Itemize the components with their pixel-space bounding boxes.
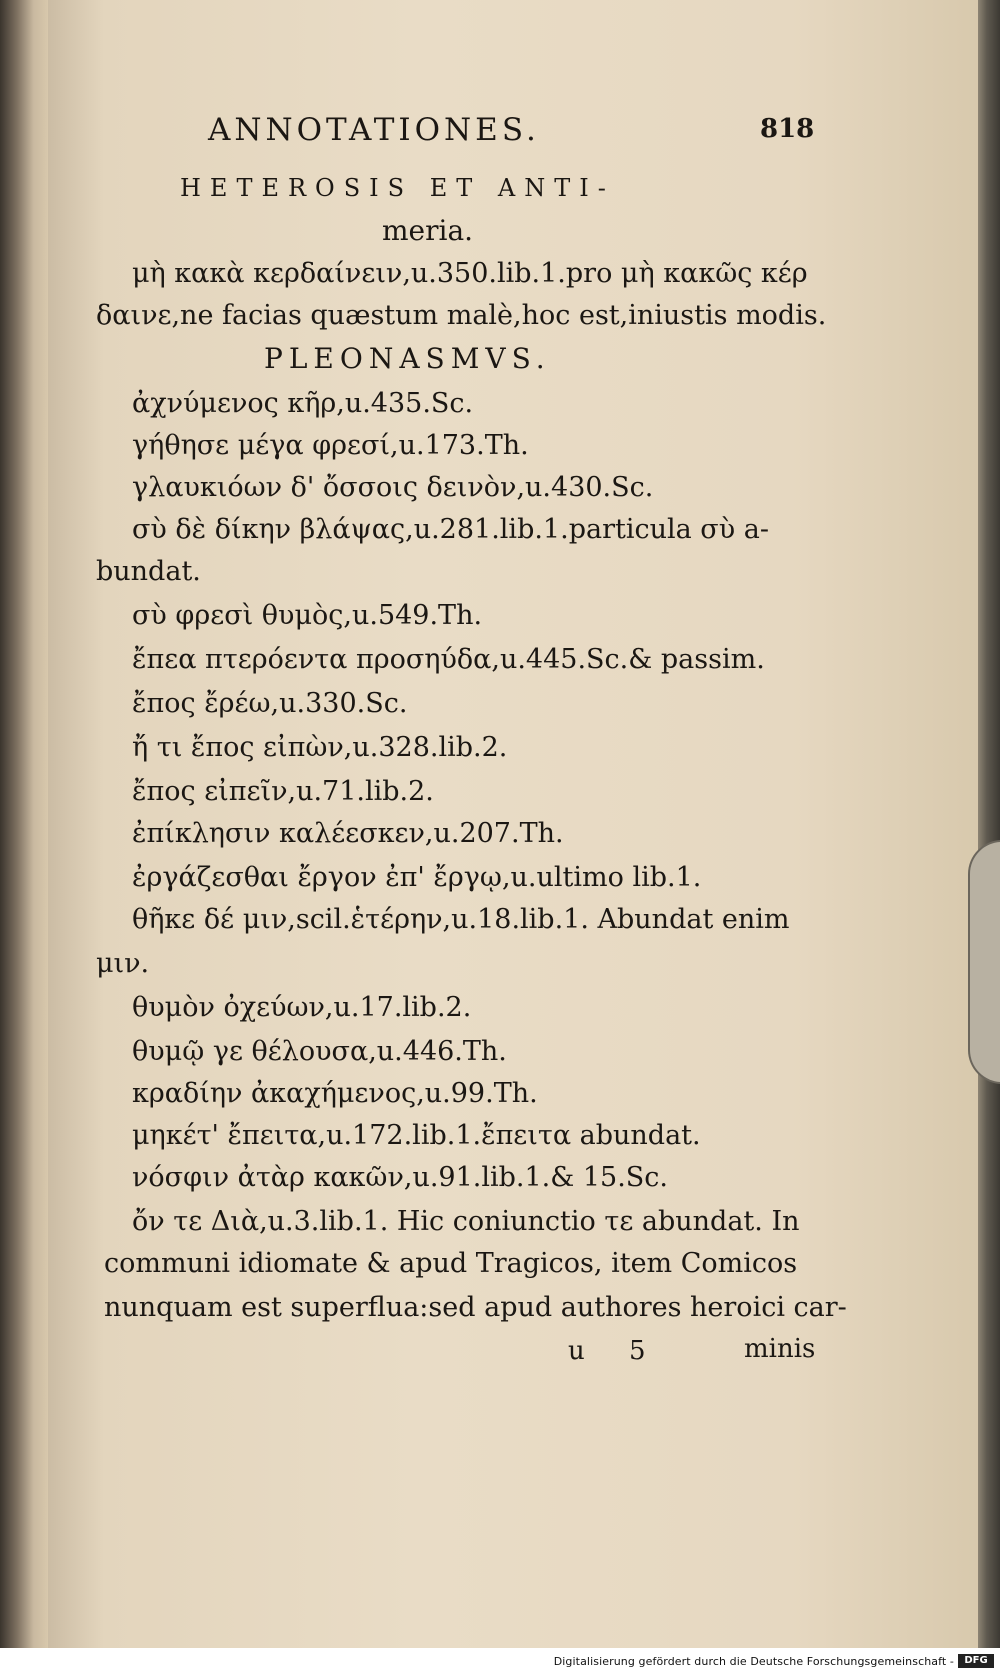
entry-line: communi idiomate & apud Tragicos, item Comicos [104,1248,798,1279]
intro-line: δαινε,ne facias quæstum malè,hoc est,iniustis modis. [96,300,827,331]
catchword: minis [744,1334,816,1364]
entry-line: θυμῷ γε θέλουσα,u.446.Th. [132,1036,507,1067]
facing-page-edge [0,0,48,1648]
entry-line: θῆκε δέ μιν,scil.ἑτέρην,u.18.lib.1. Abundat enim [132,904,790,935]
entry-line: bundat. [96,556,201,587]
entry-line: γλαυκιόων δ' ὄσσοις δεινὸν,u.430.Sc. [132,472,654,503]
page-tab-marker [968,840,1000,1084]
signature-mark: u 5 [568,1336,664,1366]
dfg-logo: DFG [958,1654,994,1668]
entry-line: κραδίην ἀκαχήμενος,u.99.Th. [132,1078,538,1109]
entry-line: νόσφιν ἀτὰρ κακῶν,u.91.lib.1.& 15.Sc. [132,1162,669,1193]
entry-line: nunquam est superflua:sed apud authores heroici car- [104,1292,847,1323]
entry-line: ἐργάζεσθαι ἔργον ἐπ' ἔργῳ,u.ultimo lib.1. [132,862,702,893]
footer-bar [0,1648,1000,1674]
entry-line: θυμὸν ὀχεύων,u.17.lib.2. [132,992,472,1023]
entry-line: ἔπεα πτερόεντα προσηύδα,u.445.Sc.& passim. [132,644,765,675]
page-text-block [48,0,978,1648]
footer-credit: Digitalisierung gefördert durch die Deutsche Forschungsgemeinschaft - [553,1655,954,1668]
page-number: 818 [760,114,815,144]
subheading-line-2: meria. [382,214,474,247]
intro-line: μὴ κακὰ κερδαίνειν,u.350.lib.1.pro μὴ κακῶς κέρ [132,258,808,289]
running-title: ANNOTATIONES. [208,112,540,148]
subheading-line-1: HETEROSIS ET ANTI- [180,174,615,202]
entry-line: ἔπος εἰπεῖν,u.71.lib.2. [132,776,434,807]
entry-line: σὺ φρεσὶ θυμὸς,u.549.Th. [132,600,483,631]
page-stack-edge [978,0,1000,1648]
entry-line: ἐπίκλησιν καλέεσκεν,u.207.Th. [132,818,564,849]
entry-line: μηκέτ' ἔπειτα,u.172.lib.1.ἔπειτα abundat. [132,1120,701,1151]
entry-line: γήθησε μέγα φρεσί,u.173.Th. [132,430,529,461]
entry-line: μιν. [96,948,150,979]
entry-line: σὺ δὲ δίκην βλάψας,u.281.lib.1.particula σὺ a- [132,514,769,545]
entry-line: ἔπος ἔρέω,u.330.Sc. [132,688,408,719]
entry-line: ὄν τε Διὰ,u.3.lib.1. Hic coniunctio τε abundat. In [132,1206,800,1237]
section-title: PLEONASMVS. [264,342,551,375]
entry-line: ἤ τι ἔπος εἰπὼν,u.328.lib.2. [132,732,508,763]
entry-line: ἀχνύμενος κῆρ,u.435.Sc. [132,388,474,419]
page-paper [48,0,978,1648]
